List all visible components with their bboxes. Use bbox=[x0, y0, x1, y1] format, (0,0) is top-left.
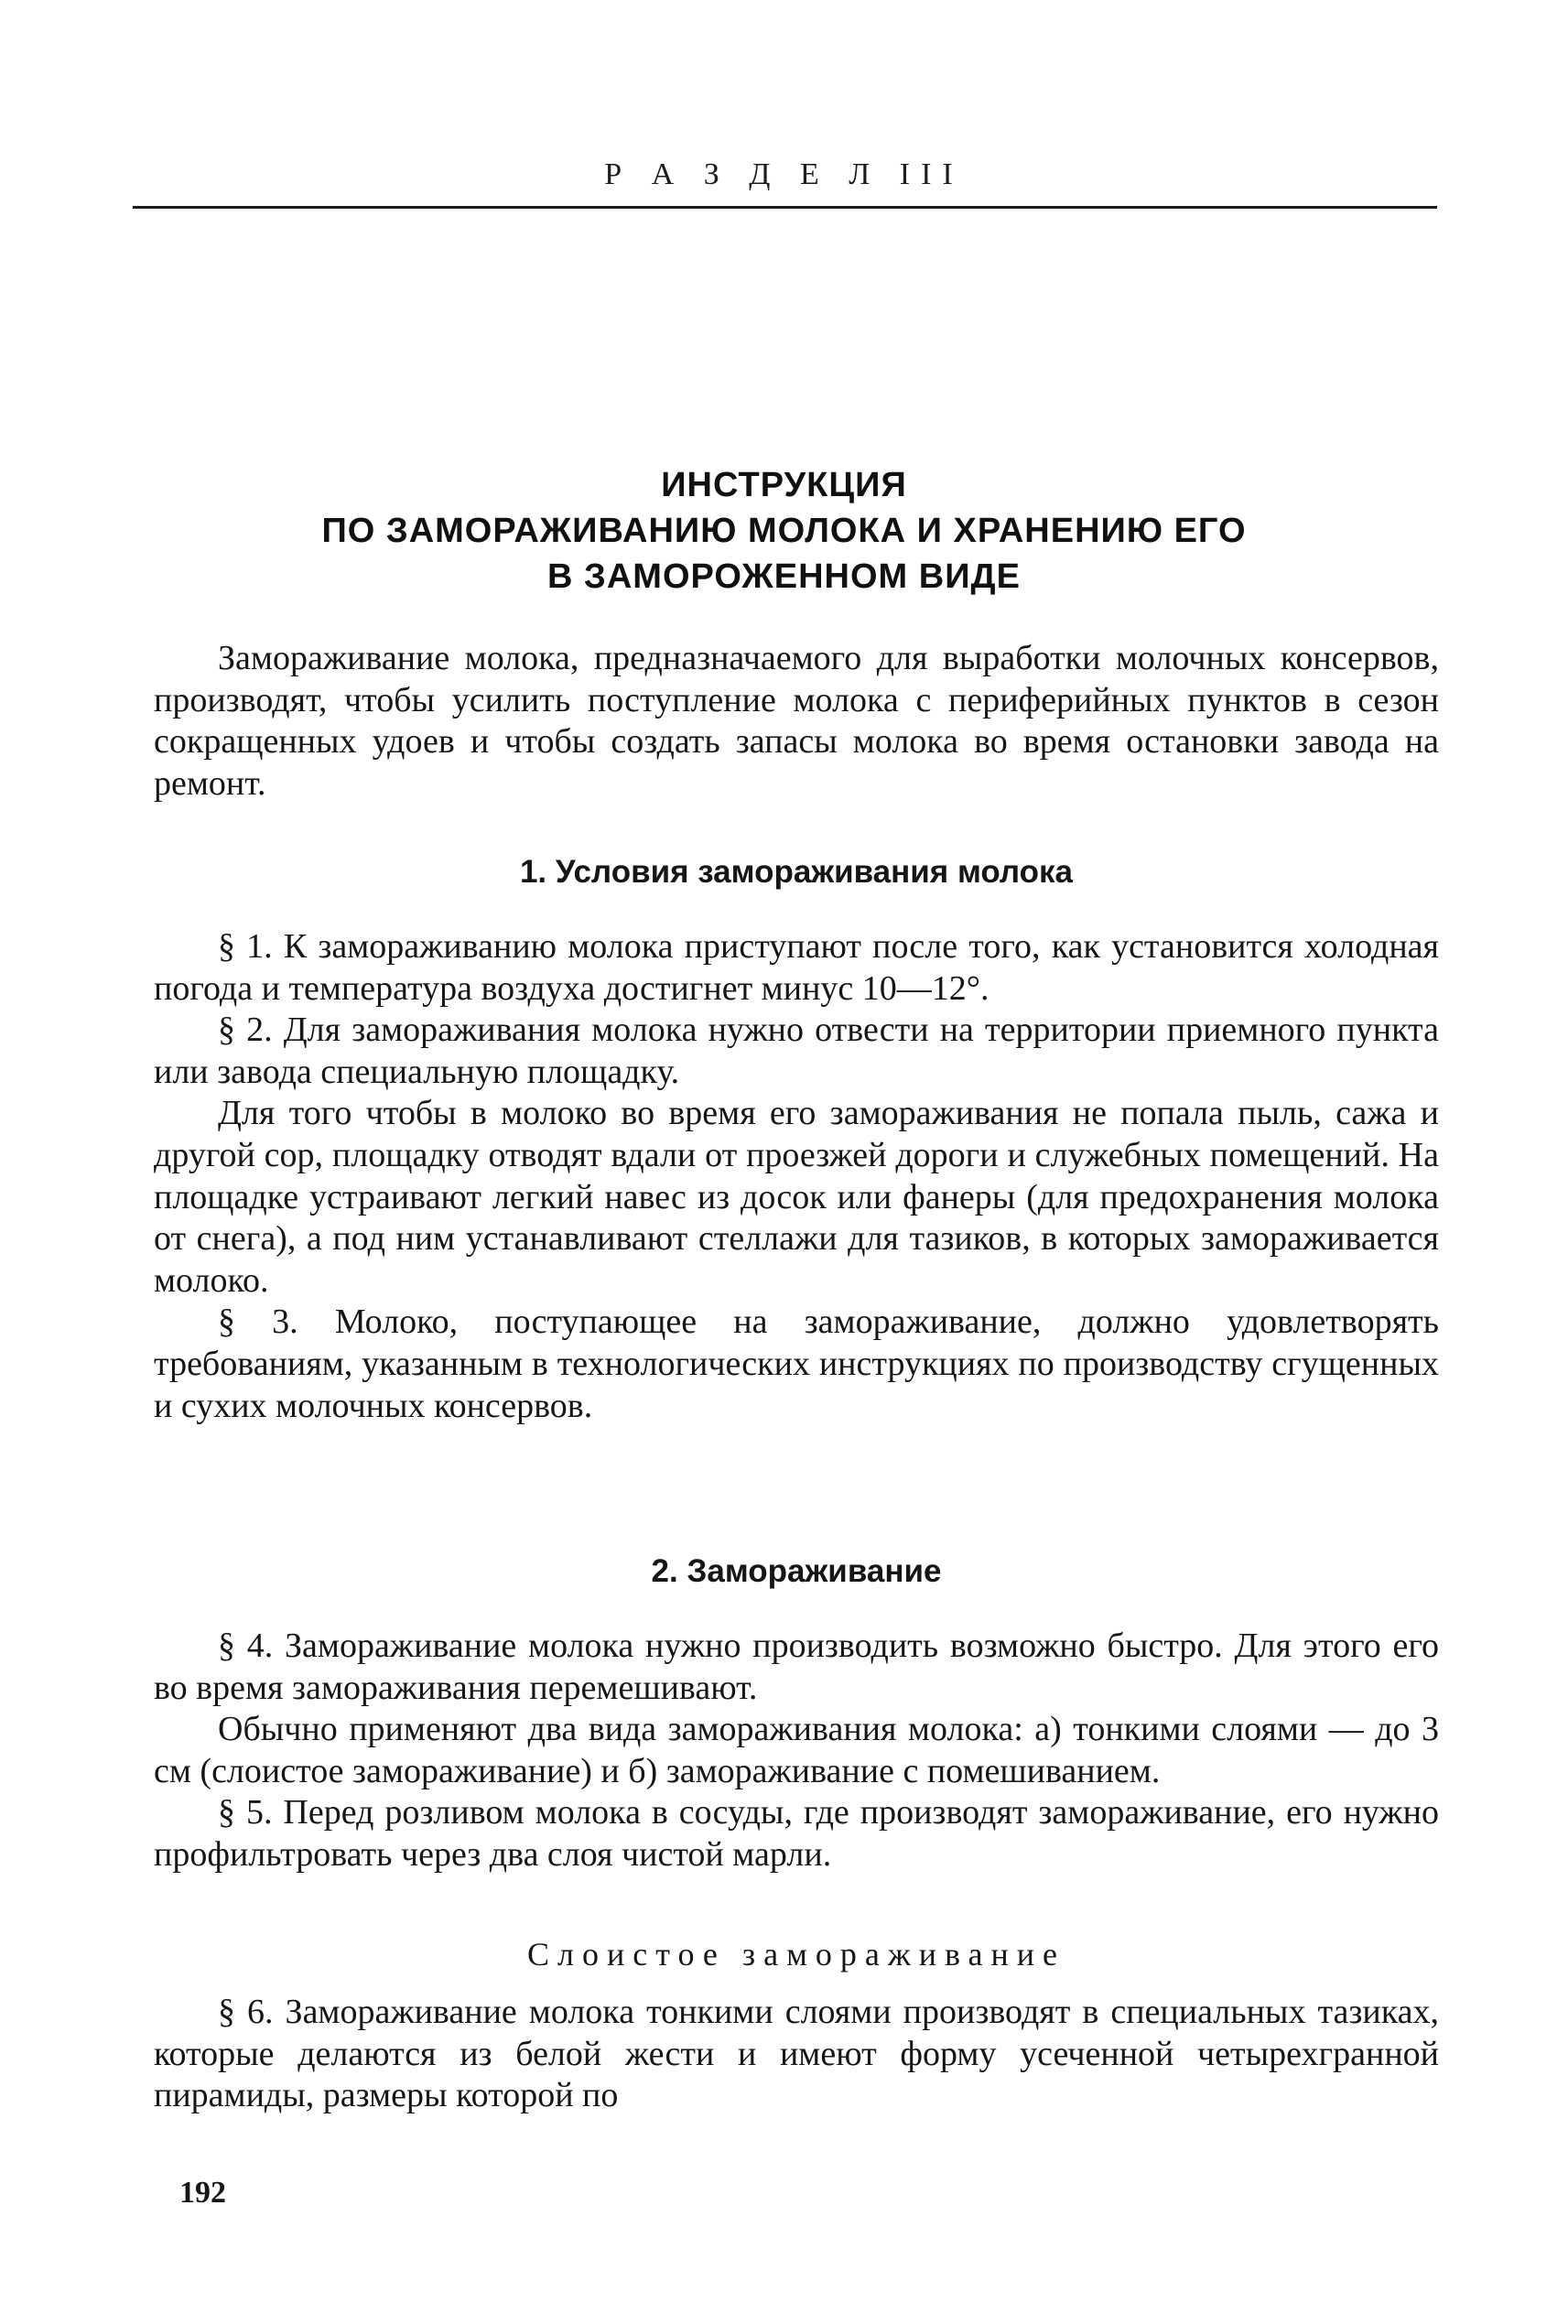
intro-paragraph: Замораживание молока, предназначаемого для выработки молочных консервов, производят, чтобы усилить поступление молока с периферийных пунктов в сезон сокращенных удоев и чтобы создать запасы молока во время остановки завода на ремонт. bbox=[154, 639, 1439, 803]
paragraph-8: § 6. Замораживание молока тонкими слоями производят в специальных тазиках, которые делаются из белой жести и имеют форму усеченной четырехгранной пирамиды, размеры которой по bbox=[154, 1993, 1439, 2115]
header-rule bbox=[133, 206, 1437, 209]
paragraph-3: Для того чтобы в молоко во время его замораживания не попала пыль, сажа и другой сор, площадку отводят вдали от проезжей дороги и служебных помещений. На площадке устраивают легкий навес из досок или фанеры (для предохранения молока от снега), а под ним устанавливают стеллажи для тазиков, в которых замораживается молоко. bbox=[154, 1094, 1439, 1300]
subsection-heading: Слоистое замораживание bbox=[526, 1936, 1065, 1973]
section-1-heading: 1. Условия замораживания молока bbox=[519, 854, 1074, 890]
section-2-body bbox=[154, 1626, 1439, 1876]
title-line-3: В ЗАМОРОЖЕННОМ ВИДЕ bbox=[547, 557, 1021, 596]
title-line-1: ИНСТРУКЦИЯ bbox=[661, 466, 907, 504]
page-number: 192 bbox=[179, 2176, 226, 2210]
document-title bbox=[156, 462, 1412, 600]
paragraph-1: § 1. К замораживанию молока приступают после того, как установится холодная погода и температура воздуха достигнет минус 10—12°. bbox=[154, 927, 1439, 1008]
subsection-body bbox=[154, 1992, 1439, 2117]
running-head: Р А З Д Е Л III bbox=[604, 157, 964, 191]
intro-block bbox=[154, 638, 1439, 805]
paragraph-2: § 2. Для замораживания молока нужно отвести на территории приемного пункта или завода специальную площадку. bbox=[154, 1011, 1439, 1091]
section-2-heading: 2. Замораживание bbox=[651, 1553, 942, 1589]
paragraph-5: § 4. Замораживание молока нужно производить возможно быстро. Для этого его во время замораживания перемешивают. bbox=[154, 1627, 1439, 1707]
paragraph-4: § 3. Молоко, поступающее на замораживание, должно удовлетворять требованиям, указанным в технологических инструкциях по производству сгущенных и сухих молочных консервов. bbox=[154, 1303, 1439, 1425]
section-1-body bbox=[154, 926, 1439, 1427]
paragraph-6: Обычно применяют два вида замораживания молока: а) тонкими слоями — до 3 см (слоистое замораживание) и б) замораживание с помешиванием. bbox=[154, 1710, 1439, 1790]
paragraph-7: § 5. Перед розливом молока в сосуды, где производят замораживание, его нужно профильтровать через два слоя чистой марли. bbox=[154, 1793, 1439, 1874]
title-line-2: ПО ЗАМОРАЖИВАНИЮ МОЛОКА И ХРАНЕНИЮ ЕГО bbox=[321, 512, 1247, 550]
